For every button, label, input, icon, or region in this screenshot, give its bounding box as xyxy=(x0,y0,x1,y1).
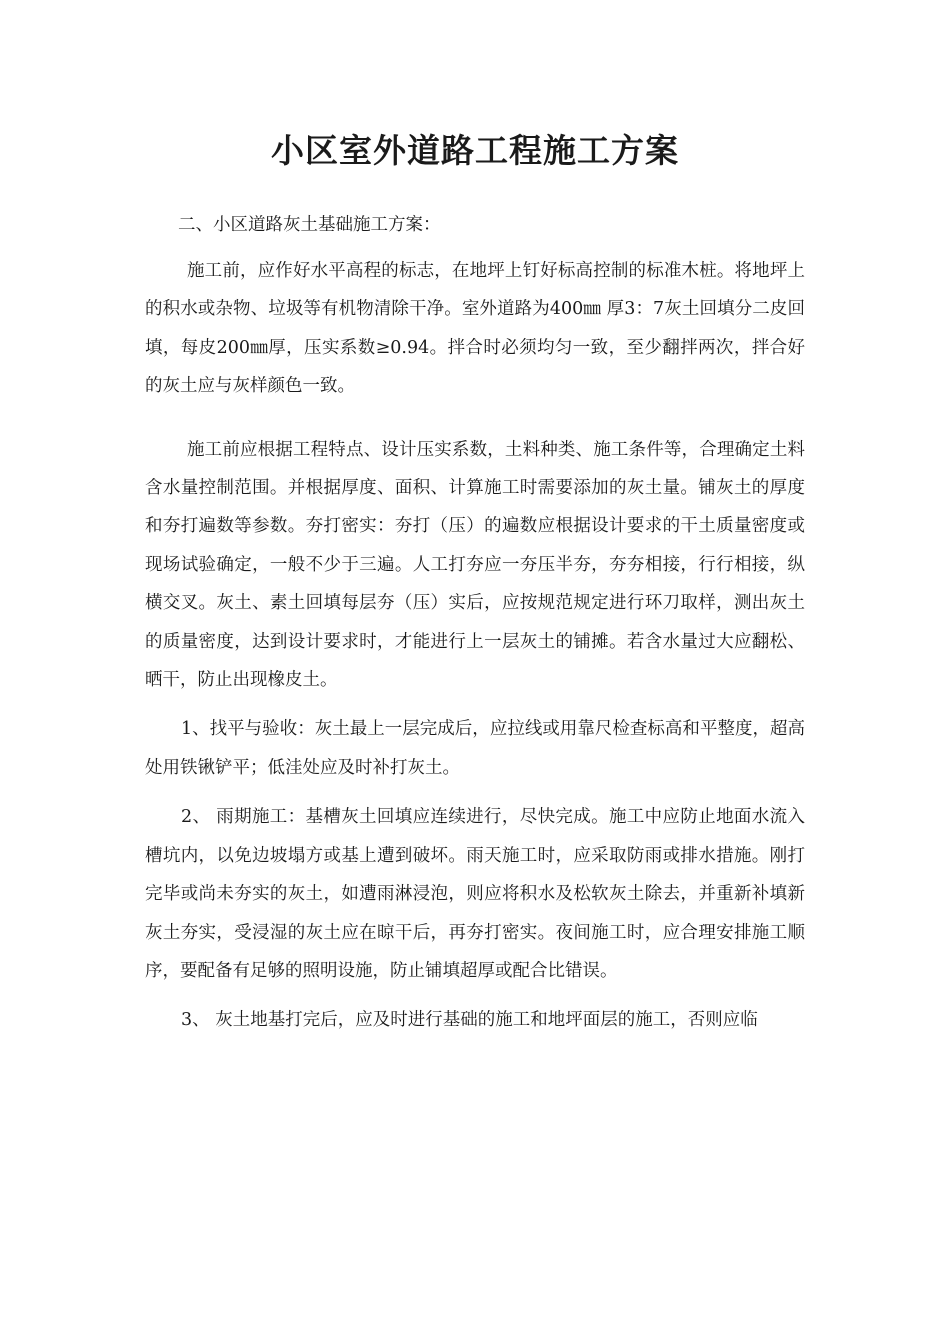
paragraph-rainy-season: 2、 雨期施工：基槽灰土回填应连续进行，尽快完成。施工中应防止地面水流入槽坑内，以免边坡塌方或基上遭到破坏。雨天施工时，应采取防雨或排水措施。刚打完毕或尚未夯实的灰土，如遭雨淋浸泡，则应将积水及松软灰土除去，并重新补填新灰土夯实，受浸湿的灰土应在晾干后，再夯打密实。夜间施工时，应合理安排施工顺序，要配备有足够的照明设施，防止铺填超厚或配合比错误。 xyxy=(145,807,805,981)
document-body xyxy=(145,252,805,1040)
document-title: 小区室外道路工程施工方案 xyxy=(271,131,679,170)
paragraph-follow-up: 3、 灰土地基打完后，应及时进行基础的施工和地坪面层的施工，否则应临 xyxy=(181,1010,758,1031)
paragraph-preparation: 施工前，应作好水平高程的标志，在地坪上钉好标高控制的标准木桩。将地坪上的积水或杂物、垃圾等有机物清除干净。室外道路为400㎜ 厚3：7灰土回填分二皮回填，每皮200㎜厚，压实系数≥0.94。拌合时必须均匀一致，至少翻拌两次，拌合好的灰土应与灰样颜色一致。 xyxy=(145,261,805,397)
section-heading: 二、小区道路灰土基础施工方案： xyxy=(178,215,441,235)
paragraph-leveling-acceptance: 1、找平与验收：灰土最上一层完成后，应拉线或用靠尺检查标高和平整度，超高处用铁锹铲平；低洼处应及时补打灰土。 xyxy=(145,719,805,778)
paragraph-compaction: 施工前应根据工程特点、设计压实系数，土料种类、施工条件等，合理确定土料含水量控制范围。并根据厚度、面积、计算施工时需要添加的灰土量。铺灰土的厚度和夯打遍数等参数。夯打密实：夯打（压）的遍数应根据设计要求的干土质量密度或现场试验确定，一般不少于三遍。人工打夯应一夯压半夯，夯夯相接，行行相接，纵横交叉。灰土、素土回填每层夯（压）实后，应按规范规定进行环刀取样，测出灰土的质量密度，达到设计要求时，才能进行上一层灰土的铺摊。若含水量过大应翻松、晒干，防止出现橡皮土。 xyxy=(145,439,805,691)
